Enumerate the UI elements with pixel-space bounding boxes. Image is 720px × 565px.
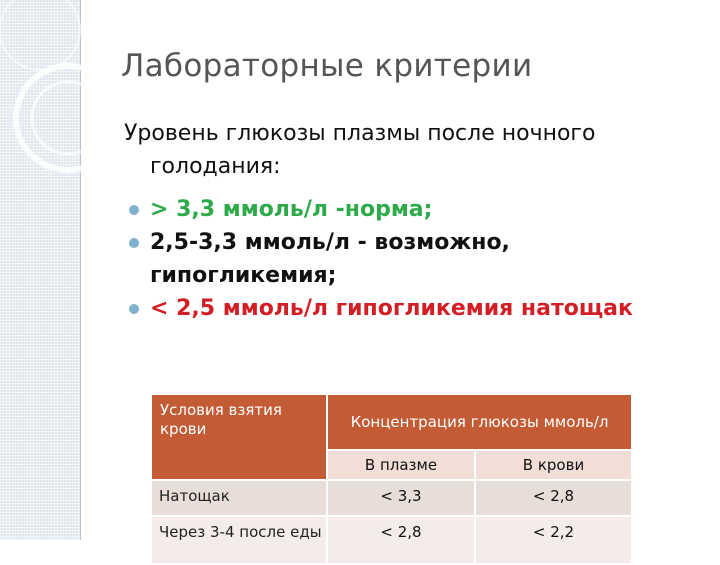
intro-line-1: Уровень глюкозы плазмы после ночного	[124, 121, 596, 146]
criteria-list	[124, 193, 714, 325]
header-concentration: Концентрация глюкозы ммоль/л	[327, 394, 632, 450]
intro-text	[124, 117, 714, 183]
subheader-blood: В крови	[475, 450, 632, 480]
bullet-dot-icon	[129, 238, 139, 248]
row-condition: Через 3-4 после еды	[151, 516, 327, 564]
row-plasma-value: < 3,3	[327, 480, 475, 516]
bullet-dot-icon	[129, 205, 139, 215]
decorative-circles	[0, 0, 110, 200]
bullet-dot-icon	[129, 304, 139, 314]
glucose-criteria-table	[150, 393, 633, 565]
criterion-normal-text: > 3,3 ммоль/л -норма;	[150, 197, 433, 222]
row-condition: Натощак	[151, 480, 327, 516]
criterion-possible-line-2: гипогликемия;	[150, 263, 337, 288]
header-conditions: Условия взятия крови	[151, 394, 327, 480]
table-row	[151, 516, 632, 564]
subheader-plasma: В плазме	[327, 450, 475, 480]
criterion-normal	[124, 193, 714, 226]
row-plasma-value: < 2,8	[327, 516, 475, 564]
table-row	[151, 480, 632, 516]
criterion-possible	[124, 226, 714, 292]
row-blood-value: < 2,2	[475, 516, 632, 564]
criterion-possible-line-1: 2,5-3,3 ммоль/л - возможно,	[150, 230, 510, 255]
row-blood-value: < 2,8	[475, 480, 632, 516]
slide-title: Лабораторные критерии	[121, 48, 533, 84]
intro-line-2: голодания:	[150, 154, 281, 179]
criterion-hypoglycemia	[124, 292, 714, 325]
criterion-hypoglycemia-text: < 2,5 ммоль/л гипогликемия натощак	[150, 296, 633, 321]
